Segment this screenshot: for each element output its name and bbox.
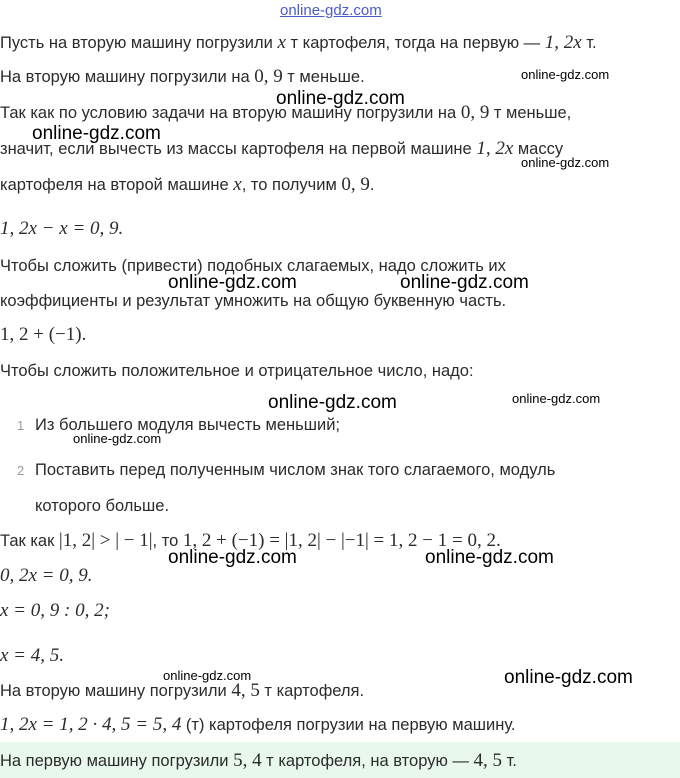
text: т картофеля.: [259, 682, 365, 700]
text: т меньше,: [489, 104, 572, 122]
equation-5: x = 4, 5.: [0, 645, 65, 666]
watermark: online-gdz.com: [73, 431, 162, 446]
list-number-2: 2: [17, 463, 25, 478]
list-item-1: Из большего модуля вычесть меньший;: [35, 416, 341, 434]
equation-4: x = 0, 9 : 0, 2;: [0, 600, 110, 621]
math-var: x: [233, 174, 242, 195]
paragraph-2: [0, 66, 365, 88]
math-expr: 0, 9: [254, 66, 283, 87]
math-expr: 5, 4: [233, 750, 262, 771]
watermark: online-gdz.com: [163, 668, 252, 683]
text: На вторую машину погрузили: [0, 682, 232, 700]
text: (т) картофеля погрузии на первую машину.: [181, 716, 516, 734]
equation-1: 1, 2x − x = 0, 9.: [0, 218, 124, 239]
text: .: [369, 176, 375, 194]
list-item-2-cont: которого больше.: [35, 497, 170, 515]
paragraph-8: Чтобы сложить положительное и отрицательное число, надо:: [0, 362, 474, 380]
text: Пусть на вторую машину погрузили: [0, 34, 278, 52]
text: картофеля на второй машине: [0, 176, 234, 194]
watermark: online-gdz.com: [512, 391, 601, 406]
paragraph-11: [0, 714, 516, 736]
watermark: online-gdz.com: [276, 88, 405, 109]
text: массу: [513, 140, 564, 158]
text: т картофеля, на вторую —: [261, 752, 474, 770]
text: т.: [581, 34, 597, 52]
paragraph-7: коэффициенты и результат умножить на общую буквенную часть.: [0, 292, 507, 310]
math-expr: 4, 5: [473, 750, 502, 771]
text: т меньше.: [282, 68, 365, 86]
math-expr: 4, 5: [231, 680, 260, 701]
text: т картофеля, тогда на первую —: [285, 34, 545, 52]
math-expr: 0, 9: [460, 102, 490, 123]
watermark: online-gdz.com: [268, 392, 397, 413]
text: значит, если вычесть из массы картофеля на первой машине: [0, 140, 477, 158]
answer-text: [0, 750, 517, 772]
math-expr: 1, 2 + (−1) = |1, 2| − |−1| = 1, 2 − 1 = 0, 2.: [182, 530, 501, 551]
paragraph-10: [0, 680, 364, 702]
list-item-2: Поставить перед полученным числом знак того слагаемого, модуль: [35, 461, 556, 479]
text: , то получим: [241, 176, 342, 194]
text: т.: [501, 752, 517, 770]
watermark: online-gdz.com: [521, 67, 610, 82]
paragraph-1: [0, 32, 597, 54]
math-expr: 1, 2x: [476, 138, 514, 159]
equation-3: 0, 2x = 0, 9.: [0, 565, 93, 586]
paragraph-5: [0, 174, 375, 196]
math-expr: |1, 2| > | − 1|: [58, 530, 153, 551]
math-expr: 0, 9: [341, 174, 370, 195]
equation-2: 1, 2 + (−1).: [0, 324, 87, 345]
math-expr: 1, 2x: [544, 32, 582, 53]
watermark-top: online-gdz.com: [280, 2, 382, 19]
text: Так как: [0, 532, 59, 550]
watermark: online-gdz.com: [425, 547, 554, 568]
text: На вторую машину погрузили на: [0, 68, 255, 86]
watermark: online-gdz.com: [168, 547, 297, 568]
watermark: online-gdz.com: [521, 155, 610, 170]
watermark: online-gdz.com: [32, 123, 161, 144]
text: , то: [152, 532, 183, 550]
list-number-1: 1: [17, 418, 25, 433]
text: Так как по условию задачи на вторую машину погрузили на: [0, 104, 461, 122]
text: На первую машину погрузили: [0, 752, 234, 770]
math-var: x: [277, 32, 286, 53]
watermark: online-gdz.com: [400, 272, 529, 293]
paragraph-6: Чтобы сложить (привести) подобных слагаемых, надо сложить их: [0, 257, 506, 275]
watermark: online-gdz.com: [168, 272, 297, 293]
watermark: online-gdz.com: [504, 667, 633, 688]
math-expr: 1, 2x = 1, 2 · 4, 5 = 5, 4: [0, 714, 182, 735]
